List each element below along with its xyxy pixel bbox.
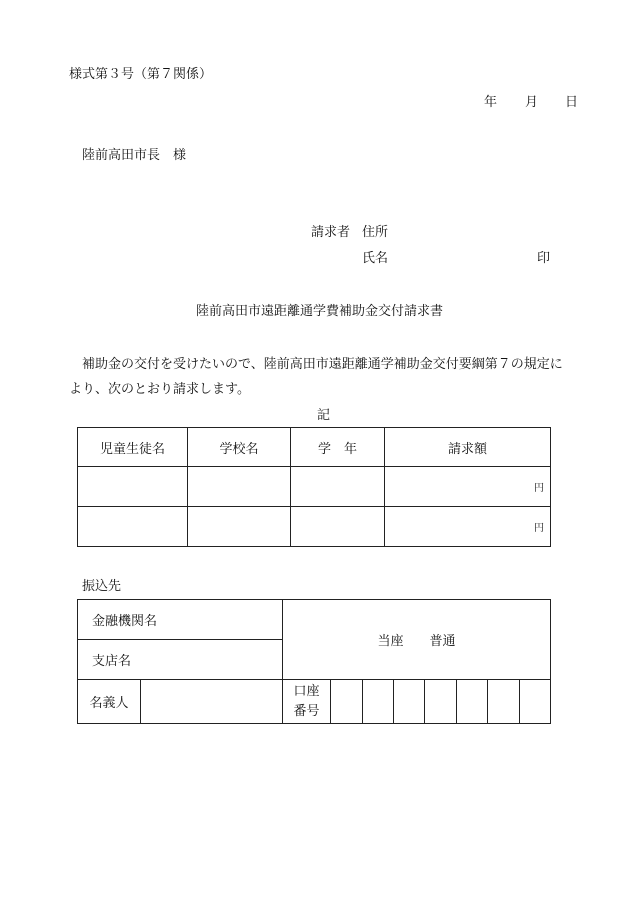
student-name-cell[interactable] <box>78 507 188 547</box>
claim-table-header-row <box>78 428 551 467</box>
ki-label: 記 <box>317 408 331 423</box>
addressee: 陸前高田市長 様 <box>82 148 187 163</box>
grade-cell[interactable] <box>291 467 385 507</box>
grade-cell[interactable] <box>291 507 385 547</box>
table-row <box>78 467 551 507</box>
account-digit-cell[interactable] <box>457 680 488 724</box>
date-month-label: 月 <box>525 95 539 110</box>
holder-label: 名義人 <box>89 696 129 711</box>
amount-cell[interactable] <box>385 467 551 507</box>
header-amount: 請求額 <box>385 428 551 467</box>
form-number: 様式第３号（第７関係） <box>69 67 213 82</box>
header-school-name: 学校名 <box>188 428 291 467</box>
requester-label: 請求者 <box>311 225 351 240</box>
student-name-cell[interactable] <box>78 467 188 507</box>
body-line-1: 補助金の交付を受けたいので、陸前高田市遠距離通学補助金交付要綱第７の規定に <box>82 357 563 372</box>
body-line-2: より、次のとおり請求します。 <box>69 382 250 397</box>
account-number-label-1: 口座 <box>293 683 320 699</box>
transfer-heading: 振込先 <box>82 579 122 594</box>
header-grade: 学 年 <box>291 428 385 467</box>
address-label: 住所 <box>362 225 389 240</box>
account-digit-cell[interactable] <box>363 680 394 724</box>
account-digit-cell[interactable] <box>520 680 551 724</box>
branch-name-label: 支店名 <box>92 654 132 669</box>
name-label: 氏名 <box>362 251 389 266</box>
header-student-name: 児童生徒名 <box>78 428 188 467</box>
account-number-label-cell <box>283 680 331 724</box>
account-digit-cell[interactable] <box>331 680 363 724</box>
date-day-label: 日 <box>565 95 579 110</box>
document-title: 陸前高田市遠距離通学費補助金交付請求書 <box>196 304 444 319</box>
amount-cell[interactable] <box>385 507 551 547</box>
holder-label-cell <box>78 680 141 724</box>
school-name-cell[interactable] <box>188 507 291 547</box>
bank-name-cell[interactable] <box>78 600 283 640</box>
account-digit-cell[interactable] <box>488 680 520 724</box>
school-name-cell[interactable] <box>188 467 291 507</box>
account-digit-cell[interactable] <box>394 680 425 724</box>
account-type-options: 当座 普通 <box>377 634 456 649</box>
yen-unit: 円 <box>534 483 544 494</box>
bank-name-label: 金融機関名 <box>92 614 158 629</box>
table-row <box>78 507 551 547</box>
yen-unit: 円 <box>534 523 544 534</box>
transfer-table <box>77 599 551 724</box>
seal-mark: 印 <box>537 251 551 266</box>
account-type-cell[interactable] <box>283 600 551 680</box>
branch-name-cell[interactable] <box>78 640 283 680</box>
account-number-label-2: 番号 <box>293 703 320 719</box>
date-year-label: 年 <box>484 95 498 110</box>
holder-name-cell[interactable] <box>141 680 283 724</box>
account-digit-cell[interactable] <box>425 680 457 724</box>
claim-table <box>77 427 551 547</box>
